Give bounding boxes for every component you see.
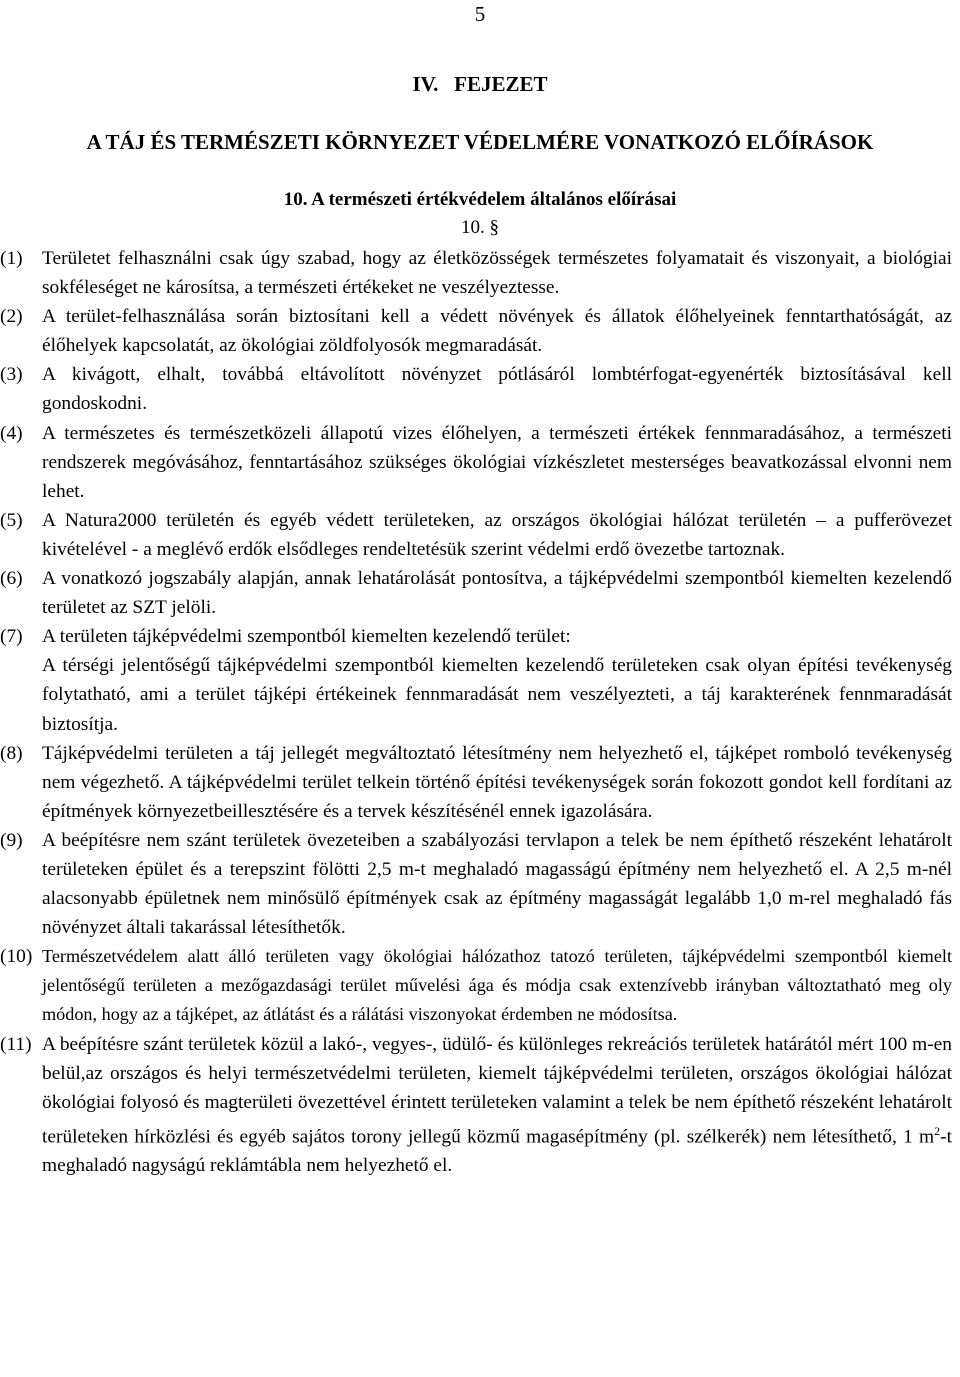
paragraph-text: A Natura2000 területén és egyéb védett területeken, az országos ökológiai hálózat területén – a pufferövezet kivételével - a meglévő erdők elsődleges rendeltetésük szerint védelmi erdő övezetbe tartoznak. xyxy=(42,509,952,560)
paragraph-4 xyxy=(0,419,952,506)
page-number: 5 xyxy=(474,2,486,26)
paragraph-text: A kivágott, elhalt, továbbá eltávolított növényzet pótlásáról lombtérfogat-egyenérték biztosításával kell gondoskodni. xyxy=(42,364,952,415)
paragraph-number: (9) xyxy=(0,829,23,851)
paragraph-5 xyxy=(0,506,952,564)
paragraph-2 xyxy=(0,302,952,360)
paragraph-text: A beépítésre nem szánt területek övezeteiben a szabályozási tervlapon a telek be nem építhető részeként lehatárolt területeken épület és a terepszint fölötti 2,5 m-t meghaladó magasságú építmény nem helyezhető el. A 2,5 m-nél alacsonyabb épületnek nem minősülő építmények csak az építmény magasságát legalább 1,0 m-rel meghaladó fás növényzet általi takarással létesíthetők. xyxy=(42,829,952,939)
paragraph-text: A természetes és természetközeli állapotú vizes élőhelyen, a természeti értékek fennmaradásához, a természeti rendszerek megóvásához, fenntartásához szükséges ökológiai vízkészletet mesterséges beavatkozással elvonni nem lehet. xyxy=(42,422,952,502)
paragraph-11 xyxy=(0,1030,952,1181)
section-paragraph-sign: 10. § xyxy=(461,217,499,238)
paragraph-3 xyxy=(0,360,952,418)
paragraph-text xyxy=(42,622,952,738)
paragraph-number: (4) xyxy=(0,422,23,444)
paragraph-number: (10) xyxy=(0,946,33,968)
chapter-title: A TÁJ ÉS TERMÉSZETI KÖRNYEZET VÉDELMÉRE VONATKOZÓ ELŐÍRÁSOK xyxy=(86,130,874,154)
paragraph-number: (11) xyxy=(0,1033,32,1055)
paragraph-text-after: -t meghaladó nagyságú reklámtábla nem helyezhető el. xyxy=(42,1126,952,1177)
paragraph-text: Tájképvédelmi területen a táj jellegét megváltoztató létesítmény nem helyezhető el, tájképet romboló tevékenység nem végezhető. A tájképvédelmi terület telkein történő építési tevékenységek során fokozott gondot kell fordítani az építmények környezetbeillesztésére és a tervek készítésénél ennek igazolására. xyxy=(42,742,952,822)
paragraph-number: (2) xyxy=(0,306,23,328)
paragraph-10 xyxy=(0,942,952,1029)
paragraph-text: A vonatkozó jogszabály alapján, annak lehatárolását pontosítva, a tájképvédelmi szempontból kiemelten kezelendő területet az SZT jelöli. xyxy=(42,568,952,619)
paragraph-9 xyxy=(0,826,952,942)
paragraph-number: (5) xyxy=(0,509,23,531)
document-body xyxy=(0,244,952,1180)
paragraph-number: (6) xyxy=(0,568,23,590)
chapter-heading: IV. FEJEZET xyxy=(412,72,548,96)
paragraph-number: (8) xyxy=(0,742,23,764)
paragraph-number: (7) xyxy=(0,626,23,648)
paragraph-7 xyxy=(0,622,952,738)
section-title: 10. A természeti értékvédelem általános előírásai xyxy=(283,189,677,210)
paragraph-text xyxy=(42,1030,952,1181)
paragraph-text: Területet felhasználni csak úgy szabad, hogy az életközösségek természetes folyamatait és viszonyait, a biológiai sokféleséget ne károsítsa, a természeti értékeket ne veszélyeztesse. xyxy=(42,248,952,299)
paragraph-continuation: A térségi jelentőségű tájképvédelmi szempontból kiemelten kezelendő területeken csak olyan építési tevékenység folytatható, ami a terület tájképi értékeinek fennmaradását nem veszélyezteti, a táj karakterének fennmaradását biztosítja. xyxy=(42,655,952,735)
paragraph-intro: A területen tájképvédelmi szempontból kiemelten kezelendő terület: xyxy=(42,626,571,648)
paragraph-text-main: A beépítésre szánt területek közül a lakó-, vegyes-, üdülő- és különleges rekreációs területek határától mért 100 m-en belül,az országos és helyi természetvédelmi területen, kiemelt tájképvédelmi területen, országos ökológiai hálózat ökológiai folyosó és magterületi övezettével érintett területeken valamint a telek be nem építhető részeként lehatárolt területeken hírközlési és egyéb sajátos torony jellegű közmű magasépítmény (pl. szélkerék) nem létesíthető, 1 m xyxy=(42,1033,952,1148)
paragraph-text: A terület-felhasználása során biztosítani kell a védett növények és állatok élőhelyeinek fenntarthatóságát, az élőhelyek kapcsolatát, az ökológiai zöldfolyosók megmaradását. xyxy=(42,306,952,357)
paragraph-8 xyxy=(0,739,952,826)
paragraph-number: (1) xyxy=(0,248,23,269)
paragraph-1 xyxy=(0,244,952,302)
paragraph-number: (3) xyxy=(0,364,23,386)
superscript: 2 xyxy=(934,1123,941,1138)
paragraph-6 xyxy=(0,564,952,622)
paragraph-text: Természetvédelem alatt álló területen vagy ökológiai hálózathoz tatozó területen, tájképvédelmi szempontból kiemelt jelentőségű területen a mezőgazdasági terület művelési ága és módja csak extenzívebb irányban változtatható meg oly módon, hogy az a tájképet, az átlátást és a rálátási viszonyokat érdemben ne módosítsa. xyxy=(42,946,952,1025)
